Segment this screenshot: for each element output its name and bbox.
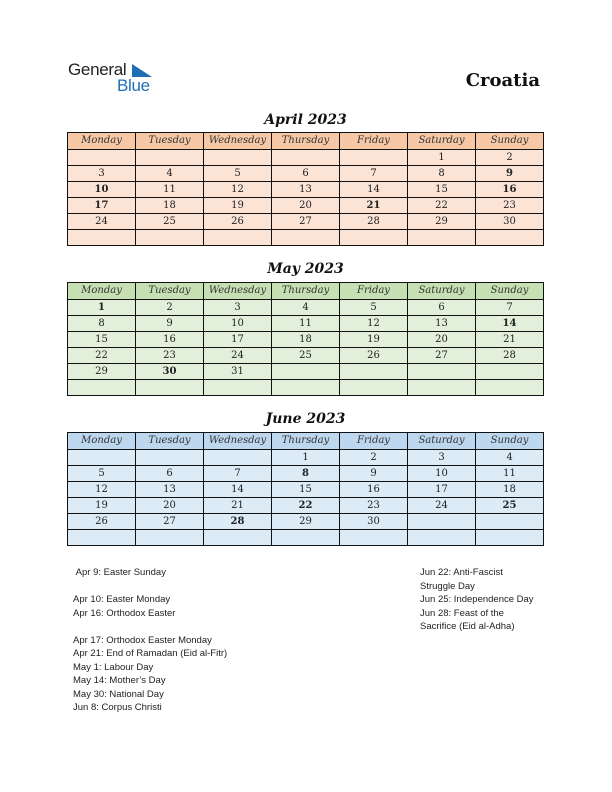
day-cell: 26 (68, 514, 136, 530)
day-cell: 8 (68, 316, 136, 332)
day-cell: 18 (272, 332, 340, 348)
weekday-header-sunday: Sunday (476, 133, 544, 150)
holiday-list-item: Sacrifice (Eid al-Adha) (420, 621, 515, 632)
holiday-day-cell: 14 (476, 316, 544, 332)
weekday-header-saturday: Saturday (408, 133, 476, 150)
holiday-day-cell: 16 (476, 182, 544, 198)
holiday-list-item: May 30: National Day (73, 688, 164, 700)
country-title: Croatia (465, 70, 540, 91)
day-cell: 21 (204, 498, 272, 514)
day-cell: 29 (68, 364, 136, 380)
empty-day-cell (272, 530, 340, 546)
day-cell: 15 (68, 332, 136, 348)
empty-day-cell (272, 150, 340, 166)
day-cell: 30 (340, 514, 408, 530)
day-cell: 22 (68, 348, 136, 364)
day-cell: 11 (272, 316, 340, 332)
weekday-header-row (68, 283, 544, 300)
holiday-day-cell: 25 (476, 498, 544, 514)
holiday-day-cell: 21 (340, 198, 408, 214)
day-cell: 25 (272, 348, 340, 364)
week-row (68, 498, 544, 514)
day-cell: 10 (408, 466, 476, 482)
day-cell: 8 (408, 166, 476, 182)
weekday-header-wednesday: Wednesday (204, 133, 272, 150)
week-row (68, 150, 544, 166)
day-cell: 15 (408, 182, 476, 198)
day-cell: 1 (408, 150, 476, 166)
holiday-day-cell: 9 (476, 166, 544, 182)
empty-day-cell (408, 380, 476, 396)
empty-day-cell (68, 230, 136, 246)
holiday-list-item: Apr 16: Orthodox Easter (73, 607, 176, 619)
empty-day-cell (204, 230, 272, 246)
day-cell: 21 (476, 332, 544, 348)
empty-day-cell (68, 150, 136, 166)
calendar-body (68, 450, 544, 546)
month-title-may: May 2023 (267, 261, 344, 277)
weekday-header-sunday: Sunday (476, 433, 544, 450)
empty-day-cell (340, 380, 408, 396)
empty-day-cell (272, 364, 340, 380)
weekday-header-thursday: Thursday (272, 283, 340, 300)
empty-day-cell (476, 230, 544, 246)
holiday-day-cell: 28 (204, 514, 272, 530)
empty-day-cell (136, 450, 204, 466)
day-cell: 27 (272, 214, 340, 230)
week-row (68, 198, 544, 214)
weekday-header-thursday: Thursday (272, 133, 340, 150)
week-row (68, 450, 544, 466)
weekday-header-row (68, 433, 544, 450)
day-cell: 5 (204, 166, 272, 182)
empty-day-cell (476, 514, 544, 530)
week-row (68, 466, 544, 482)
holiday-list-item: Jun 25: Independence Day (420, 594, 534, 605)
day-cell: 2 (476, 150, 544, 166)
holiday-list-item: Apr 9: Easter Sunday (73, 567, 166, 578)
day-cell: 6 (408, 300, 476, 316)
holiday-list-spacer (73, 620, 313, 634)
day-cell: 6 (136, 466, 204, 482)
weekday-header-friday: Friday (340, 433, 408, 450)
day-cell: 4 (476, 450, 544, 466)
weekday-header-monday: Monday (68, 133, 136, 150)
holiday-list-item: Jun 8: Corpus Christi (73, 702, 162, 713)
day-cell: 20 (408, 332, 476, 348)
holiday-day-cell: 10 (68, 182, 136, 198)
weekday-header-thursday: Thursday (272, 433, 340, 450)
week-row (68, 214, 544, 230)
day-cell: 27 (136, 514, 204, 530)
holiday-day-cell: 22 (272, 498, 340, 514)
day-cell: 12 (204, 182, 272, 198)
weekday-header-tuesday: Tuesday (136, 433, 204, 450)
day-cell: 10 (204, 316, 272, 332)
day-cell: 23 (136, 348, 204, 364)
empty-day-cell (204, 450, 272, 466)
week-row (68, 530, 544, 546)
calendar-june (67, 432, 544, 546)
empty-day-cell (204, 150, 272, 166)
day-cell: 28 (476, 348, 544, 364)
calendar-body (68, 300, 544, 396)
day-cell: 7 (340, 166, 408, 182)
holiday-list-left (73, 566, 313, 715)
month-title-june: June 2023 (265, 411, 346, 427)
logo-text-blue: Blue (117, 76, 150, 95)
day-cell: 30 (476, 214, 544, 230)
empty-day-cell (408, 364, 476, 380)
empty-day-cell (68, 450, 136, 466)
holiday-list-spacer (73, 580, 313, 594)
day-cell: 2 (136, 300, 204, 316)
day-cell: 9 (340, 466, 408, 482)
day-cell: 24 (68, 214, 136, 230)
day-cell: 22 (408, 198, 476, 214)
day-cell: 19 (340, 332, 408, 348)
day-cell: 4 (136, 166, 204, 182)
holiday-list-item: Jun 22: Anti-Fascist (420, 567, 503, 578)
weekday-header-tuesday: Tuesday (136, 133, 204, 150)
day-cell: 31 (204, 364, 272, 380)
day-cell: 26 (204, 214, 272, 230)
day-cell: 3 (204, 300, 272, 316)
day-cell: 4 (272, 300, 340, 316)
day-cell: 5 (68, 466, 136, 482)
holiday-list-right (420, 566, 560, 634)
empty-day-cell (408, 230, 476, 246)
empty-day-cell (408, 530, 476, 546)
day-cell: 12 (68, 482, 136, 498)
day-cell: 28 (340, 214, 408, 230)
day-cell: 16 (340, 482, 408, 498)
day-cell: 18 (476, 482, 544, 498)
day-cell: 29 (408, 214, 476, 230)
day-cell: 19 (204, 198, 272, 214)
empty-day-cell (68, 530, 136, 546)
empty-day-cell (408, 514, 476, 530)
weekday-header-monday: Monday (68, 433, 136, 450)
empty-day-cell (476, 380, 544, 396)
weekday-header-row (68, 133, 544, 150)
holiday-day-cell: 8 (272, 466, 340, 482)
week-row (68, 348, 544, 364)
day-cell: 16 (136, 332, 204, 348)
day-cell: 13 (408, 316, 476, 332)
week-row (68, 316, 544, 332)
day-cell: 23 (476, 198, 544, 214)
weekday-header-sunday: Sunday (476, 283, 544, 300)
calendar-body (68, 150, 544, 246)
day-cell: 2 (340, 450, 408, 466)
day-cell: 6 (272, 166, 340, 182)
week-row (68, 482, 544, 498)
week-row (68, 230, 544, 246)
day-cell: 9 (136, 316, 204, 332)
day-cell: 20 (272, 198, 340, 214)
generalblue-logo (68, 60, 158, 96)
empty-day-cell (272, 230, 340, 246)
day-cell: 20 (136, 498, 204, 514)
day-cell: 3 (68, 166, 136, 182)
holiday-list-item: May 14: Mother’s Day (73, 675, 166, 686)
day-cell: 23 (340, 498, 408, 514)
empty-day-cell (272, 380, 340, 396)
day-cell: 11 (476, 466, 544, 482)
day-cell: 25 (136, 214, 204, 230)
day-cell: 1 (272, 450, 340, 466)
empty-day-cell (136, 530, 204, 546)
week-row (68, 182, 544, 198)
day-cell: 26 (340, 348, 408, 364)
holiday-day-cell: 1 (68, 300, 136, 316)
holiday-list-item: Apr 21: End of Ramadan (Eid al-Fitr) (73, 648, 228, 659)
holiday-list-item: Jun 28: Feast of the (420, 607, 504, 619)
week-row (68, 300, 544, 316)
day-cell: 3 (408, 450, 476, 466)
empty-day-cell (204, 380, 272, 396)
empty-day-cell (204, 530, 272, 546)
day-cell: 17 (408, 482, 476, 498)
day-cell: 12 (340, 316, 408, 332)
day-cell: 24 (408, 498, 476, 514)
empty-day-cell (68, 380, 136, 396)
empty-day-cell (476, 530, 544, 546)
day-cell: 14 (204, 482, 272, 498)
empty-day-cell (340, 230, 408, 246)
holiday-list-item: Apr 10: Easter Monday (73, 594, 171, 605)
holiday-list-item: May 1: Labour Day (73, 661, 154, 673)
empty-day-cell (340, 150, 408, 166)
empty-day-cell (340, 530, 408, 546)
empty-day-cell (136, 150, 204, 166)
weekday-header-friday: Friday (340, 283, 408, 300)
weekday-header-saturday: Saturday (408, 433, 476, 450)
day-cell: 13 (136, 482, 204, 498)
weekday-header-wednesday: Wednesday (204, 433, 272, 450)
holiday-list-item: Struggle Day (420, 580, 475, 592)
week-row (68, 364, 544, 380)
day-cell: 5 (340, 300, 408, 316)
weekday-header-monday: Monday (68, 283, 136, 300)
day-cell: 15 (272, 482, 340, 498)
holiday-list-item: Apr 17: Orthodox Easter Monday (73, 634, 212, 646)
empty-day-cell (340, 364, 408, 380)
weekday-header-friday: Friday (340, 133, 408, 150)
calendar-april (67, 132, 544, 246)
empty-day-cell (476, 364, 544, 380)
day-cell: 27 (408, 348, 476, 364)
day-cell: 29 (272, 514, 340, 530)
weekday-header-wednesday: Wednesday (204, 283, 272, 300)
week-row (68, 514, 544, 530)
holiday-day-cell: 30 (136, 364, 204, 380)
day-cell: 18 (136, 198, 204, 214)
weekday-header-tuesday: Tuesday (136, 283, 204, 300)
day-cell: 14 (340, 182, 408, 198)
week-row (68, 166, 544, 182)
logo-text-general: General (68, 60, 127, 79)
day-cell: 7 (204, 466, 272, 482)
day-cell: 19 (68, 498, 136, 514)
calendar-may (67, 282, 544, 396)
day-cell: 13 (272, 182, 340, 198)
day-cell: 17 (204, 332, 272, 348)
month-title-april: April 2023 (264, 112, 347, 128)
holiday-day-cell: 17 (68, 198, 136, 214)
week-row (68, 332, 544, 348)
empty-day-cell (136, 380, 204, 396)
day-cell: 11 (136, 182, 204, 198)
day-cell: 7 (476, 300, 544, 316)
empty-day-cell (136, 230, 204, 246)
weekday-header-saturday: Saturday (408, 283, 476, 300)
day-cell: 24 (204, 348, 272, 364)
week-row (68, 380, 544, 396)
